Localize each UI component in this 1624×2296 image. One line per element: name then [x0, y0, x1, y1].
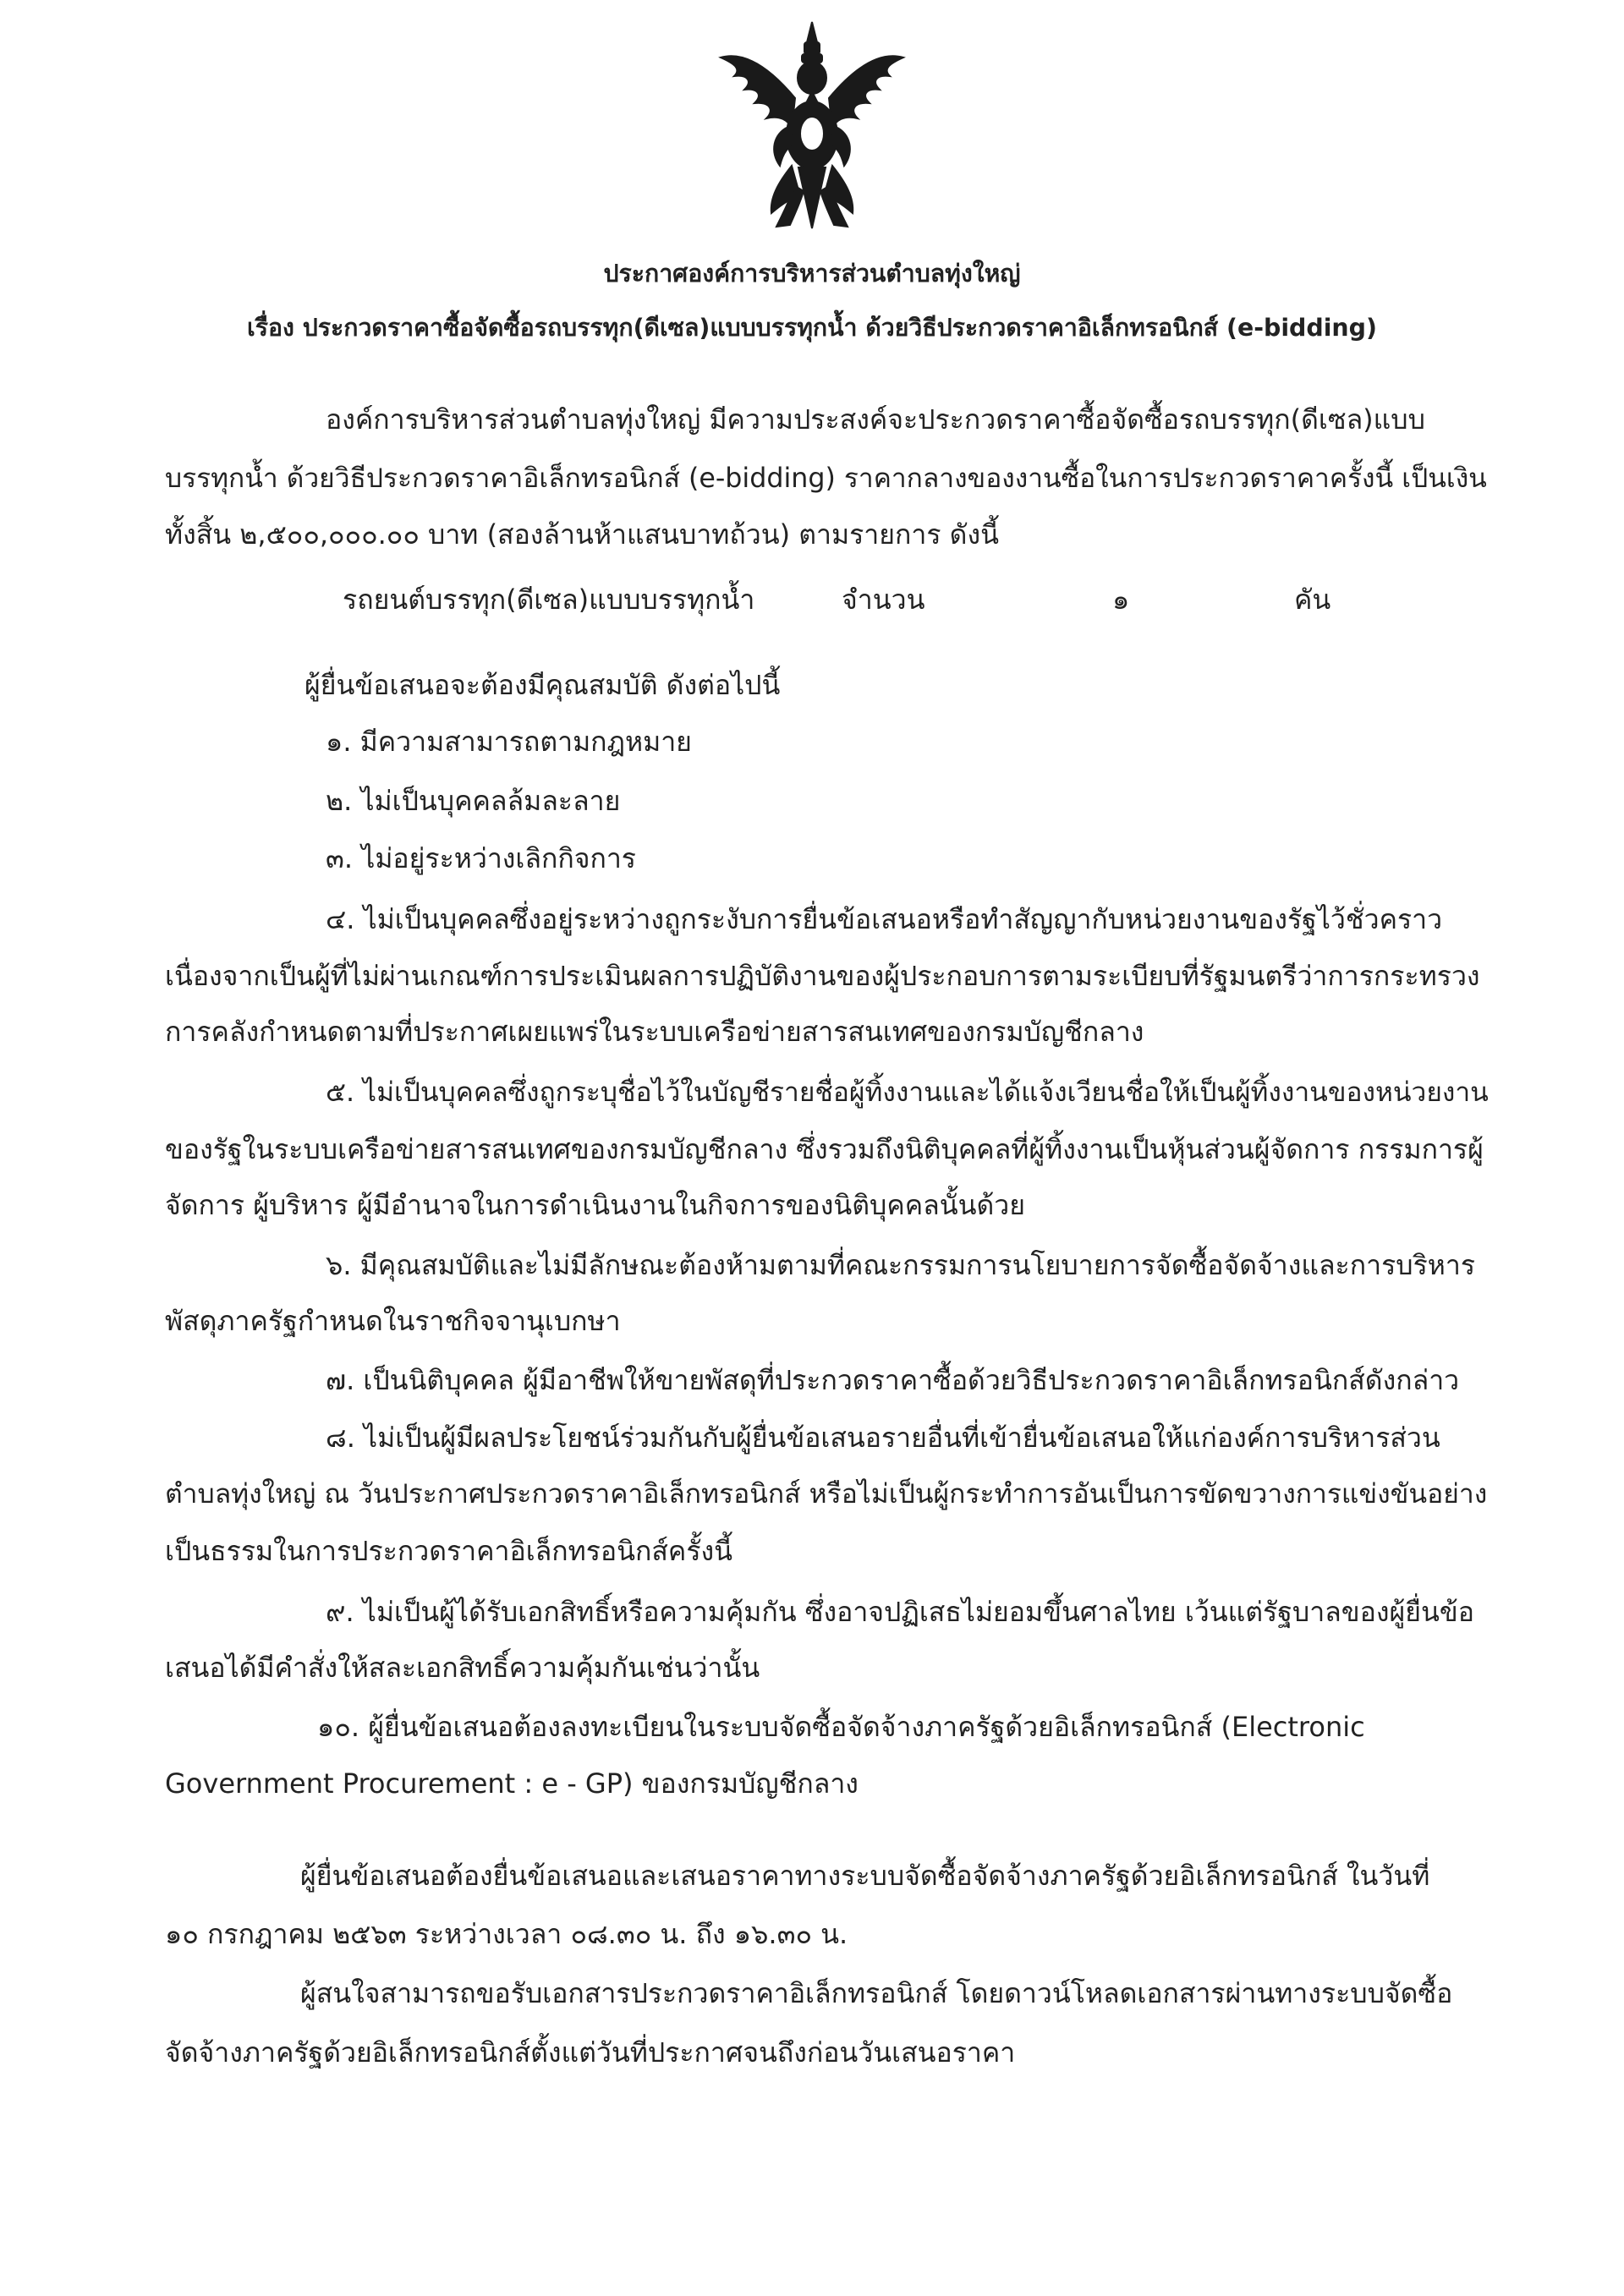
qualification-8-line-2: ตำบลทุ่งใหญ่ ณ วันประกาศประกวดราคาอิเล็กทรอนิกส์ หรือไม่เป็นผู้กระทำการอันเป็นการขัดขวางการแข่งขันอย่าง — [165, 1478, 1488, 1510]
item-qty-label: จำนวน — [842, 584, 925, 616]
qualification-8-line-3: เป็นธรรมในการประกวดราคาอิเล็กทรอนิกส์ครั้งนี้ — [165, 1535, 733, 1567]
qualification-10-line-2: Government Procurement : e - GP) ของกรมบัญชีกลาง — [165, 1767, 859, 1800]
qualification-6-line-2: พัสดุภาครัฐกำหนดในราชกิจจานุเบกษา — [165, 1305, 621, 1337]
qualification-1: ๑. มีความสามารถตามกฎหมาย — [326, 726, 692, 758]
qualification-4-line-1: ๔. ไม่เป็นบุคคลซึ่งอยู่ระหว่างถูกระงับการยื่นข้อเสนอหรือทำสัญญากับหน่วยงานของรัฐไว้ชั่วคราว — [326, 903, 1443, 935]
qualification-3: ๓. ไม่อยู่ระหว่างเลิกกิจการ — [326, 842, 636, 874]
download-line-2: จัดจ้างภาครัฐด้วยอิเล็กทรอนิกส์ตั้งแต่วันที่ประกาศจนถึงก่อนวันเสนอราคา — [165, 2036, 1016, 2069]
qualification-9-line-1: ๙. ไม่เป็นผู้ได้รับเอกสิทธิ์หรือความคุ้มกัน ซึ่งอาจปฏิเสธไม่ยอมขึ้นศาลไทย เว้นแต่รัฐบาลของผู้ยื่นข้อ — [326, 1596, 1474, 1628]
item-name: รถยนต์บรรทุก(ดีเซล)แบบบรรทุกน้ำ — [343, 584, 755, 616]
qualifications-heading: ผู้ยื่นข้อเสนอจะต้องมีคุณสมบัติ ดังต่อไปนี้ — [304, 669, 781, 701]
submission-line-2: ๑๐ กรกฎาคม ๒๕๖๓ ระหว่างเวลา ๐๘.๓๐ น. ถึง ๑๖.๓๐ น. — [165, 1918, 848, 1950]
intro-line-3: ทั้งสิ้น ๒,๕๐๐,๐๐๐.๐๐ บาท (สองล้านห้าแสนบาทถ้วน) ตามรายการ ดังนี้ — [165, 518, 999, 551]
announcement-subject: เรื่อง ประกวดราคาซื้อจัดซื้อรถบรรทุก(ดีเซล)แบบบรรทุกน้ำ ด้วยวิธีประกวดราคาอิเล็กทรอนิกส์ (e-bidding) — [247, 314, 1377, 342]
qualification-5-line-3: จัดการ ผู้บริหาร ผู้มีอำนาจในการดำเนินงานในกิจการของนิติบุคคลนั้นด้วย — [165, 1189, 1025, 1221]
intro-line-2: บรรทุกน้ำ ด้วยวิธีประกวดราคาอิเล็กทรอนิกส์ (e-bidding) ราคากลางของงานซื้อในการประกวดราคาครั้งนี้ เป็นเงิน — [165, 463, 1487, 494]
qualification-9-line-2: เสนอได้มีคำสั่งให้สละเอกสิทธิ์ความคุ้มกันเช่นว่านั้น — [165, 1652, 760, 1684]
garuda-emblem-icon — [710, 17, 914, 237]
qualification-5-line-2: ของรัฐในระบบเครือข่ายสารสนเทศของกรมบัญชีกลาง ซึ่งรวมถึงนิติบุคคลที่ผู้ทิ้งงานเป็นหุ้นส่วนผู้จัดการ กรรมการผู้ — [165, 1133, 1484, 1165]
qualification-2: ๒. ไม่เป็นบุคคลล้มละลาย — [326, 785, 621, 817]
qualification-4-line-2: เนื่องจากเป็นผู้ที่ไม่ผ่านเกณฑ์การประเมินผลการปฏิบัติงานของผู้ประกอบการตามระเบียบที่รัฐมนตรีว่าการกระทรวง — [165, 960, 1480, 992]
item-unit: คัน — [1294, 584, 1331, 616]
download-line-1: ผู้สนใจสามารถขอรับเอกสารประกวดราคาอิเล็กทรอนิกส์ โดยดาวน์โหลดเอกสารผ่านทางระบบจัดซื้อ — [300, 1977, 1453, 2009]
qualification-5-line-1: ๕. ไม่เป็นบุคคลซึ่งถูกระบุชื่อไว้ในบัญชีรายชื่อผู้ทิ้งงานและได้แจ้งเวียนชื่อให้เป็นผู้ทิ้งงานของหน่วยงาน — [326, 1077, 1489, 1108]
intro-line-1: องค์การบริหารส่วนตำบลทุ่งใหญ่ มีความประสงค์จะประกวดราคาซื้อจัดซื้อรถบรรทุก(ดีเซล)แบบ — [326, 403, 1425, 436]
qualification-10-line-1: ๑๐. ผู้ยื่นข้อเสนอต้องลงทะเบียนในระบบจัดซื้อจัดจ้างภาครัฐด้วยอิเล็กทรอนิกส์ (Electronic — [317, 1711, 1365, 1743]
item-qty: ๑ — [1112, 584, 1130, 616]
qualification-4-line-3: การคลังกำหนดตามที่ประกาศเผยแพร่ในระบบเครือข่ายสารสนเทศของกรมบัญชีกลาง — [165, 1016, 1144, 1048]
qualification-8-line-1: ๘. ไม่เป็นผู้มีผลประโยชน์ร่วมกันกับผู้ยื่นข้อเสนอรายอื่นที่เข้ายื่นข้อเสนอให้แก่องค์การบริหารส่วน — [326, 1422, 1440, 1454]
qualification-7: ๗. เป็นนิติบุคคล ผู้มีอาชีพให้ขายพัสดุที่ประกวดราคาซื้อด้วยวิธีประกวดราคาอิเล็กทรอนิกส์ดังกล่าว — [326, 1364, 1460, 1396]
announcement-title: ประกาศองค์การบริหารส่วนตำบลทุ่งใหญ่ — [603, 260, 1021, 288]
submission-line-1: ผู้ยื่นข้อเสนอต้องยื่นข้อเสนอและเสนอราคาทางระบบจัดซื้อจัดจ้างภาครัฐด้วยอิเล็กทรอนิกส์ ในวันที่ — [300, 1860, 1430, 1892]
qualification-6-line-1: ๖. มีคุณสมบัติและไม่มีลักษณะต้องห้ามตามที่คณะกรรมการนโยบายการจัดซื้อจัดจ้างและการบริหาร — [326, 1249, 1476, 1281]
